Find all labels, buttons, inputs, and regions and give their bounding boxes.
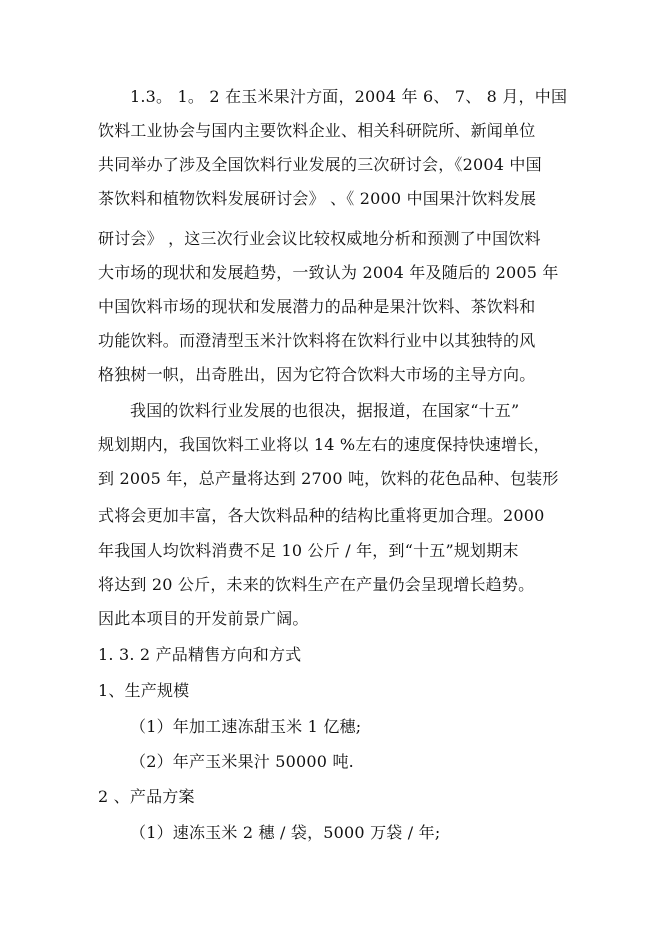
paragraph-2-line-7: 因此本项目的开发前景广阔。	[98, 609, 309, 628]
paragraph-2-line-5: 年我国人均饮料消费不足 10 公斤 / 年，到“十五”规划期末	[98, 541, 519, 560]
paragraph-1-line-2: 饮料工业协会与国内主要饮料企业、相关科研院所、新闻单位	[98, 121, 536, 140]
paragraph-1-line-7: 中国饮料市场的现状和发展潜力的品种是果汁饮料、茶饮料和	[98, 297, 536, 316]
paragraph-2-line-3: 到 2005 年，总产量将达到 2700 吨，饮料的花色品种、包装形	[98, 469, 559, 488]
paragraph-1-line-1: 1.3。 1。 2 在玉米果汁方面，2004 年 6、 7、 8 月，中国	[130, 87, 568, 106]
paragraph-2-line-6: 将达到 20 公斤，未来的饮料生产在产量仍会呈现增长趋势。	[98, 575, 535, 594]
paragraph-1-line-3: 共同举办了涉及全国饮料行业发展的三次研讨会，《2004 中国	[98, 155, 542, 174]
product-heading: 2 、产品方案	[98, 787, 195, 806]
paragraph-2-line-2: 规划期内，我国饮料工业将以 14 %左右的速度保持快速增长，	[98, 435, 550, 454]
paragraph-1-line-4: 茶饮料和植物饮料发展研讨会》 、《 2000 中国果汁饮料发展	[98, 189, 537, 208]
section-heading: 1. 3. 2 产品精售方向和方式	[98, 645, 302, 664]
paragraph-2-line-1: 我国的饮料行业发展的也很决，据报道，在国家“十五”	[130, 401, 520, 420]
scale-item-2: （2）年产玉米果汁 50000 吨.	[130, 752, 354, 771]
scale-heading: 1、生产规模	[98, 681, 190, 700]
product-item-1: （1）速冻玉米 2 穗 / 袋，5000 万袋 / 年;	[130, 823, 441, 842]
paragraph-2-line-4: 式将会更加丰富，各大饮料品种的结构比重将更加合理。2000	[98, 506, 545, 525]
paragraph-1-line-5: 研讨会》 ，这三次行业会议比较权威地分析和预测了中国饮料	[98, 229, 541, 248]
paragraph-1-line-9: 格独树一帜，出奇胜出，因为它符合饮料大市场的主导方向。	[98, 365, 536, 384]
paragraph-1-line-6: 大市场的现状和发展趋势，一致认为 2004 年及随后的 2005 年	[98, 263, 559, 282]
scale-item-1: （1）年加工速冻甜玉米 1 亿穗;	[130, 717, 362, 736]
paragraph-1-line-8: 功能饮料。而澄清型玉米汁饮料将在饮料行业中以其独特的风	[98, 331, 536, 350]
